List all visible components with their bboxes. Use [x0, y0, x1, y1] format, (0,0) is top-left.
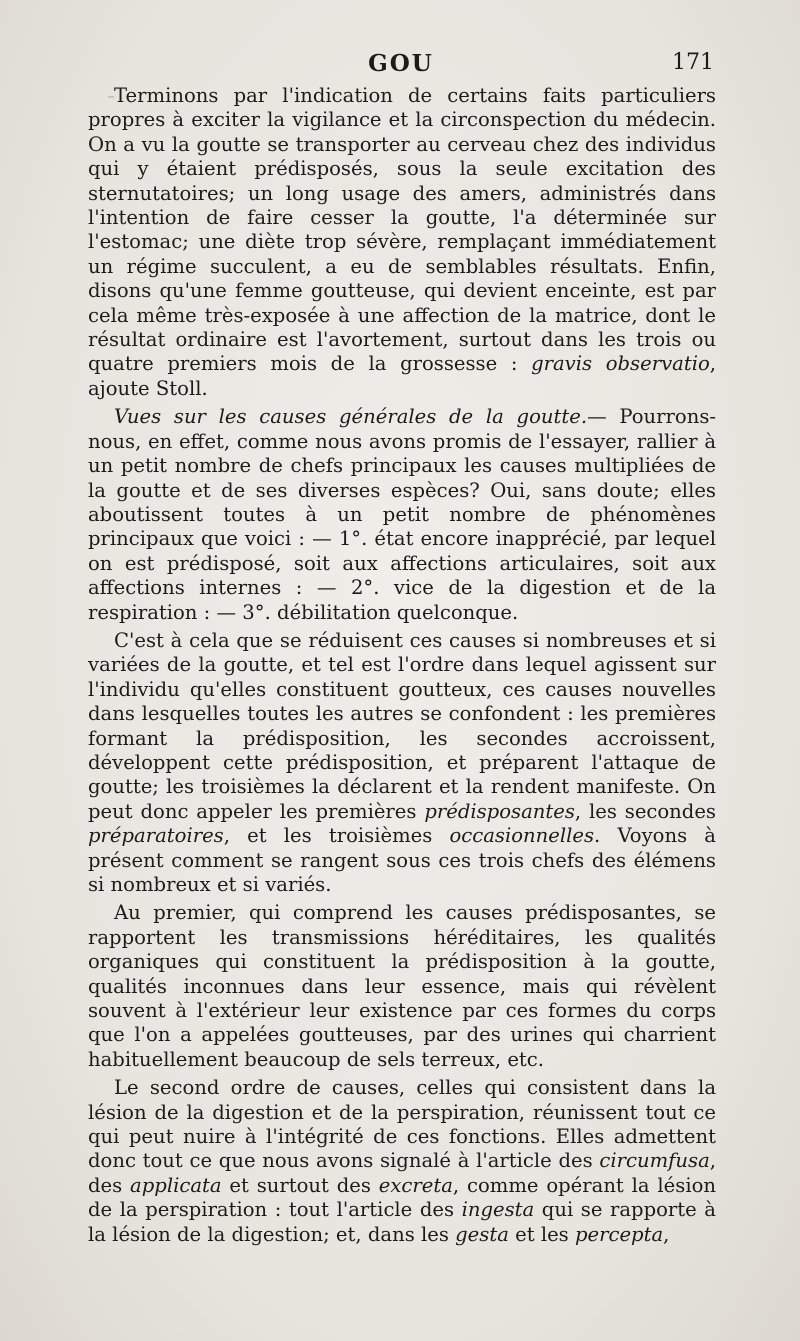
paragraph-5-text-a: Le second ordre de causes, celles qui consistent dans la lésion de la digestion et de la perspiration, réunissent tout ce qui peut nuire à l'intégrité de ces fonctions. Elles admettent donc tout ce que nous avons signalé à l'article des	[88, 1076, 716, 1173]
term-predisposantes: prédisposantes	[424, 799, 575, 823]
paragraph-5-text-d: , comme opérant la lésion de la perspiration : tout l'article des	[88, 1173, 717, 1222]
term-occasionnelles: occasionnelles	[449, 824, 595, 848]
page-number: 171	[672, 50, 714, 75]
paragraph-3-text-d: . Voyons à présent comment se rangent sous ces trois chefs des élémens si nombreux et si variés.	[88, 824, 716, 896]
term-applicata: applicata	[130, 1173, 222, 1197]
paragraph-4	[88, 901, 716, 1072]
running-head: GOU	[368, 50, 434, 77]
term-preparatoires: préparatoires	[88, 824, 224, 848]
page-header	[88, 50, 714, 86]
paragraph-5-text-b: , des	[88, 1149, 717, 1197]
paragraph-5	[88, 1076, 716, 1247]
paragraph-2-text: — Pourrons-nous, en effet, comme nous avons promis de l'essayer, rallier à un petit nombre de chefs principaux les causes multipliées de la goutte et de ses diverses espèces? Oui, sans doute; elles aboutissent toutes à un petit nombre de phénomènes principaux que voici : — 1°. état encore inapprécié, par lequel on est prédisposé, soit aux affections articulaires, soit aux affections internes : — 2°. vice de la digestion et de la respiration : — 3°. débilitation quelconque.	[88, 405, 717, 624]
latin-quote: gravis observatio	[531, 352, 710, 376]
paragraph-3-text-b: , les secondes	[574, 799, 716, 823]
paragraph-3	[88, 629, 716, 897]
paragraph-5-text-g: ,	[663, 1222, 670, 1246]
term-percepta: percepta	[574, 1222, 664, 1246]
paragraph-3-text-c: , et les troisièmes	[223, 824, 433, 848]
term-ingesta: ingesta	[461, 1198, 535, 1222]
term-circumfusa: circumfusa	[599, 1149, 710, 1173]
section-title: Vues sur les causes générales de la goutte.	[114, 405, 588, 429]
paragraph-1-end: , ajoute Stoll.	[88, 352, 717, 400]
paragraph-1-text: Terminons par l'indication de certains faits particuliers propres à exciter la vigilance et la circonspection du médecin. On a vu la goutte se transporter au cerveau chez des individus qui y étaient prédisposés, sous la seule excitation des sternutatoires; un long usage des amers, administrés dans l'intention de faire cesser la goutte, l'a déterminée sur l'estomac; une diète trop sévère, remplaçant immédiatement un régime succulent, a eu de semblables résultats. Enfin, disons qu'une femme goutteuse, qui devient enceinte, est par cela même très-exposée à une affection de la matrice, dont le résultat ordinaire est l'avortement, surtout dans les trois ou quatre premiers mois de la grossesse :	[88, 84, 716, 376]
paragraph-4-text: Au premier, qui comprend les causes prédisposantes, se rapportent les transmissions héréditaires, les qualités organiques qui constituent la prédisposition à la goutte, qualités inconnues dans leur essence, mais qui révèlent souvent à l'extérieur leur existence par ces formes du corps que l'on a appelées goutteuses, par des urines qui charrient habituellement beaucoup de sels terreux, etc.	[88, 901, 716, 1071]
paragraph-2	[88, 405, 716, 625]
paragraph-5-text-e: qui se rapporte à la lésion de la digestion; et, dans les	[88, 1198, 716, 1246]
term-excreta: excreta	[378, 1173, 453, 1197]
paragraph-3-text-a: C'est à cela que se réduisent ces causes si nombreuses et si variées de la goutte, et tel est l'ordre dans lequel agissent sur l'individu qu'elles constituent goutteux, ces causes nouvelles dans lesquelles toutes les autres se confondent : les premières formant la prédisposition, les secondes accroissent, développent cette prédisposition, et préparent l'attaque de goutte; les troisièmes la déclarent et la rendent manifeste. On peut donc appeler les premières	[88, 628, 716, 823]
term-gesta: gesta	[455, 1222, 509, 1246]
paragraph-5-text-f: et les	[515, 1222, 569, 1246]
paragraph-1	[88, 84, 716, 401]
body-text	[88, 84, 716, 1247]
paragraph-5-text-c: et surtout des	[229, 1173, 371, 1197]
